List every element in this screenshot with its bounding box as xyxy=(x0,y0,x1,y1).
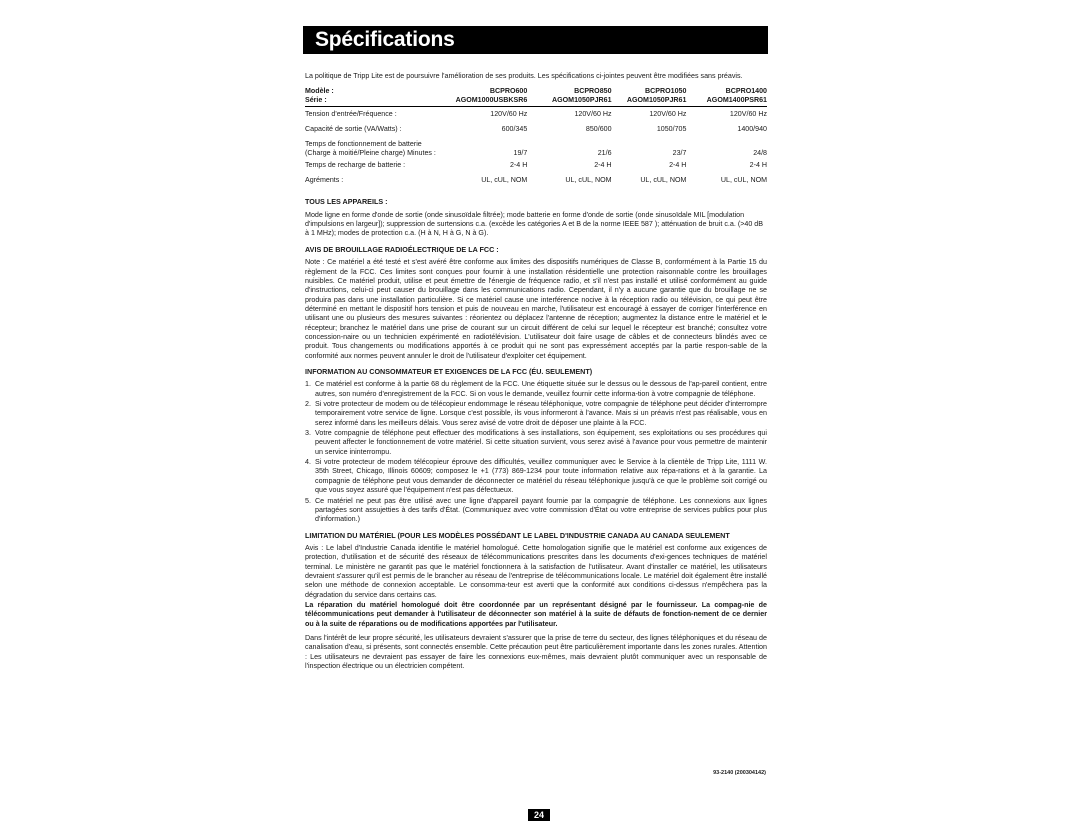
safety-paragraph: Dans l'intérêt de leur propre sécurité, les utilisateurs devraient s'assurer que la prise de terre du secteur, des lignes téléphoniques et du réseau de canalisation d'eau, si présents, sont connectés ensemble. Cette précaution peut être particulièrement importante dans les zones rurales. Attention : Les utilisateurs ne devraient pas essayer de faire les connexions eux-mêmes, mais devraient plutôt communiquer avec un responsable de l'inspection électrique ou un électricien compétent. xyxy=(305,634,767,671)
spec-value: 2-4 H xyxy=(594,161,612,170)
spec-value: UL, cUL, NOM xyxy=(481,176,528,185)
spec-value: 2-4 H xyxy=(749,161,767,170)
spec-value: 19/7 xyxy=(513,149,528,158)
model-label: Modèle : xyxy=(305,87,334,96)
section-heading: INFORMATION AU CONSOMMATEUR ET EXIGENCES DE LA FCC (ÉU. SEULEMENT) xyxy=(305,366,593,376)
spec-value: 2-4 H xyxy=(669,161,687,170)
series-row xyxy=(305,96,767,107)
spec-label: Tension d'entrée/Fréquence : xyxy=(305,110,397,119)
spec-value: 600/345 xyxy=(501,125,528,134)
list-item xyxy=(305,380,767,399)
spec-label: Temps de fonctionnement de batterie xyxy=(305,140,422,149)
list-item xyxy=(305,429,767,457)
page-number: 24 xyxy=(528,809,550,821)
page-title: Spécifications xyxy=(315,28,455,51)
spec-value: UL, cUL, NOM xyxy=(720,176,767,185)
series-cell: AGOM1000USBKSR6 xyxy=(456,96,528,107)
spec-value: 1400/940 xyxy=(737,125,767,134)
spec-value: 24/8 xyxy=(753,149,767,158)
model-row xyxy=(305,87,767,96)
section-heading: AVIS DE BROUILLAGE RADIOÉLECTRIQUE DE LA FCC : xyxy=(305,244,499,254)
series-label: Série : xyxy=(305,96,456,107)
spec-value: 120V/60 Hz xyxy=(729,110,767,119)
spec-label: (Charge à moitié/Pleine charge) Minutes : xyxy=(305,149,436,158)
section-body: Mode ligne en forme d'onde de sortie (onde sinusoïdale filtrée); mode batterie en forme d'onde de sortie (onde sinusoïdale MIL [modulation d'impulsions en largeur]); suppression de surtensions c.a. (excède les catégories A et B de la norme IEEE 587 ); atténuation de bruit c.a. (>40 dB à 1 MHz); modes de protection c.a. (H à N, H à G, N à G). xyxy=(305,210,764,238)
list-item xyxy=(305,458,767,495)
model-cell: BCPRO850 xyxy=(574,87,612,96)
model-cell: BCPRO1400 xyxy=(725,87,767,96)
spec-value: UL, cUL, NOM xyxy=(640,176,687,185)
list-number: 5. xyxy=(305,496,311,505)
spec-value: 21/6 xyxy=(597,149,612,158)
fcc-interference-section xyxy=(305,245,767,361)
list-text: Si votre protecteur de modem ou de télécopieur endommage le réseau téléphonique, votre compagnie de téléphone peut décider d'interrompre temporairement votre service de ligne. Lorsque c'est possible, ils vous informeront à l'avance. Mais si un préavis n'est pas réalisable, vous en serez informé dans les meilleurs délais. Vous serez avisé de votre droit de déposer une plainte à la FCC. xyxy=(315,400,767,427)
spec-value: UL, cUL, NOM xyxy=(565,176,612,185)
spec-value: 120V/60 Hz xyxy=(574,110,612,119)
list-text: Ce matériel est conforme à la partie 68 du règlement de la FCC. Une étiquette située sur le dessus ou le dessous de l'ap-pareil contient, entre autres, son numéro d'enregistrement de la FCC. Si on vous le demande, veuillez fournir cette informa-tion à votre compagnie de téléphone. xyxy=(315,380,767,398)
series-cell: AGOM1050PJR61 xyxy=(612,96,687,107)
all-devices-section xyxy=(305,197,767,238)
spec-value: 1050/705 xyxy=(656,125,687,134)
section-body: Avis : Le label d'Industrie Canada identifie le matériel homologué. Cette homologation signifie que le matériel est conforme aux exigences de protection, d'utilisation et de sécurité des réseaux de télécommunications prescrites dans les documents d'exi-gences techniques de matériel terminal. Le ministère ne garantit pas que le matériel fonctionnera à la satisfaction de l'utilisateur. Avant d'installer ce matériel, les utilisateurs devraient s'assurer qu'il est permis de le brancher au réseau de l'entreprise de télécommunications locale. Le matériel doit également être installé selon une méthode de connexion acceptable. Le consomma-teur est averti que la conformité aux conditions ci-dessus n'empêchera pas la dégradation du service dans certains cas. xyxy=(305,543,767,599)
section-heading: LIMITATION DU MATÉRIEL (POUR LES MODÈLES POSSÉDANT LE LABEL D'INDUSTRIE CANADA AU CANADA SEULEMENT xyxy=(305,530,730,540)
repair-notice: La réparation du matériel homologué doit être coordonnée par un représentant désigné par le fournisseur. La compag-nie de télécommunications peut demander à l'utilisateur de déconnecter son matériel à la suite de défauts de fonction-nement de ce dernier ou à la suite de réparations ou de modifications apportées par l'utilisateur. xyxy=(305,601,767,628)
list-number: 3. xyxy=(305,429,311,438)
list-text: Votre compagnie de téléphone peut effectuer des modifications à ses installations, son équipement, ses exploitations ou ses procédures qui peuvent affecter le fonctionnement de votre matériel. Si cette situation survient, vous serez avisé à l'avance pour vous permettre de maintenir un service ininterrompu. xyxy=(315,429,767,456)
title-banner xyxy=(303,26,768,54)
series-cell: AGOM1400PSR61 xyxy=(686,96,767,107)
spec-row xyxy=(305,161,767,173)
spec-value: 120V/60 Hz xyxy=(649,110,687,119)
list-item xyxy=(305,400,767,428)
fcc-requirements-list xyxy=(305,380,767,524)
spec-label: Capacité de sortie (VA/Watts) : xyxy=(305,125,402,134)
spec-row xyxy=(305,173,767,188)
model-cell: BCPRO1050 xyxy=(645,87,687,96)
spec-value: 850/600 xyxy=(585,125,612,134)
model-cell: BCPRO600 xyxy=(489,87,528,96)
list-text: Ce matériel ne peut pas être utilisé avec une ligne d'appareil payant fournie par la compagnie de téléphone. Les connexions aux lignes partagées sont assujetties à des tarifs d'État. (Communiquez avec votre commission d'État ou votre entreprise de services publics pour plus d'information.) xyxy=(315,496,767,524)
document-body xyxy=(305,72,767,671)
spec-row xyxy=(305,107,767,123)
spec-row xyxy=(305,149,767,161)
list-number: 1. xyxy=(305,380,311,389)
spec-value: 23/7 xyxy=(672,149,687,158)
spec-row xyxy=(305,137,767,149)
spec-label: Temps de recharge de batterie : xyxy=(305,161,406,170)
specs-table xyxy=(305,87,767,188)
list-text: Si votre protecteur de modem télécopieur éprouve des difficultés, veuillez communiquer avec le Service à la clientèle de Tripp Lite, 1111 W. 35th Street, Chicago, Illinois 60609; composez le +1 (773) 869-1234 pour toute information relative aux répa-rations et à la garantie. La compagnie de téléphone peut vous demander de déconnecter ce matériel du réseau téléphonique jusqu'à ce que le problème soit corrigé ou que vous soyez assuré que l'équipement n'est pas défectueux. xyxy=(315,458,767,495)
consumer-info-section xyxy=(305,367,767,525)
list-item xyxy=(305,497,767,525)
spec-value: 2-4 H xyxy=(509,161,528,170)
spec-label: Agréments : xyxy=(305,176,344,185)
spec-row xyxy=(305,122,767,137)
spec-value: 120V/60 Hz xyxy=(490,110,528,119)
document-number: 93-2140 (200304142) xyxy=(713,770,766,776)
industry-canada-section xyxy=(305,531,767,672)
series-cell: AGOM1050PJR61 xyxy=(527,96,611,107)
section-heading: TOUS LES APPAREILS : xyxy=(305,197,388,207)
list-number: 2. xyxy=(305,400,311,409)
list-number: 4. xyxy=(305,458,311,467)
section-body: Note : Ce matériel a été testé et s'est avéré être conforme aux limites des dispositifs numériques de Classe B, conformément à la Partie 15 du règlement de la FCC. Ces limites sont conçues pour fournir à une installation résidentielle une protection raisonnable contre les brouillages nuisibles. Ce matériel produit, utilise et peut émettre de l'énergie de fréquence radio, et s'il n'est pas installé et utilisé conformément au guide d'instructions, celui-ci peut causer du brouillage dans les communications radio. Cependant, il n'y a aucune garantie que du brouillage ne se produira pas dans une installation particulière. Si ce matériel cause une interférence nocive à la réception radio ou télévision, ce qui peut être déterminé en mettant le dispositif hors tension et puis de nouveau en marche, l'utilisateur est encouragé à essayer de corriger l'interférence en utilisant une ou plusieurs des mesures suivantes : réorientez ou déplacez l'antenne de réception; augmentez la distance entre le matériel et le récepteur; branchez le matériel dans une prise de courant sur un circuit différent de celui sur lequel le récepteur est branché; consultez votre concession-naire ou un technicien expérimenté en radiotélévision. L'utilisateur doit faire usage de câbles et de connecteurs blindés avec ce produit. Tous changements ou modifications apportés à ce produit qui ne sont pas expressément acceptés par la partie respon-sable de la conformité aux normes peuvent annuler le droit de l'utilisateur d'exploiter cet équipement. xyxy=(305,258,767,360)
intro-paragraph: La politique de Tripp Lite est de poursuivre l'amélioration de ses produits. Les spécifications ci-jointes peuvent être modifiées sans préavis. xyxy=(305,72,743,80)
